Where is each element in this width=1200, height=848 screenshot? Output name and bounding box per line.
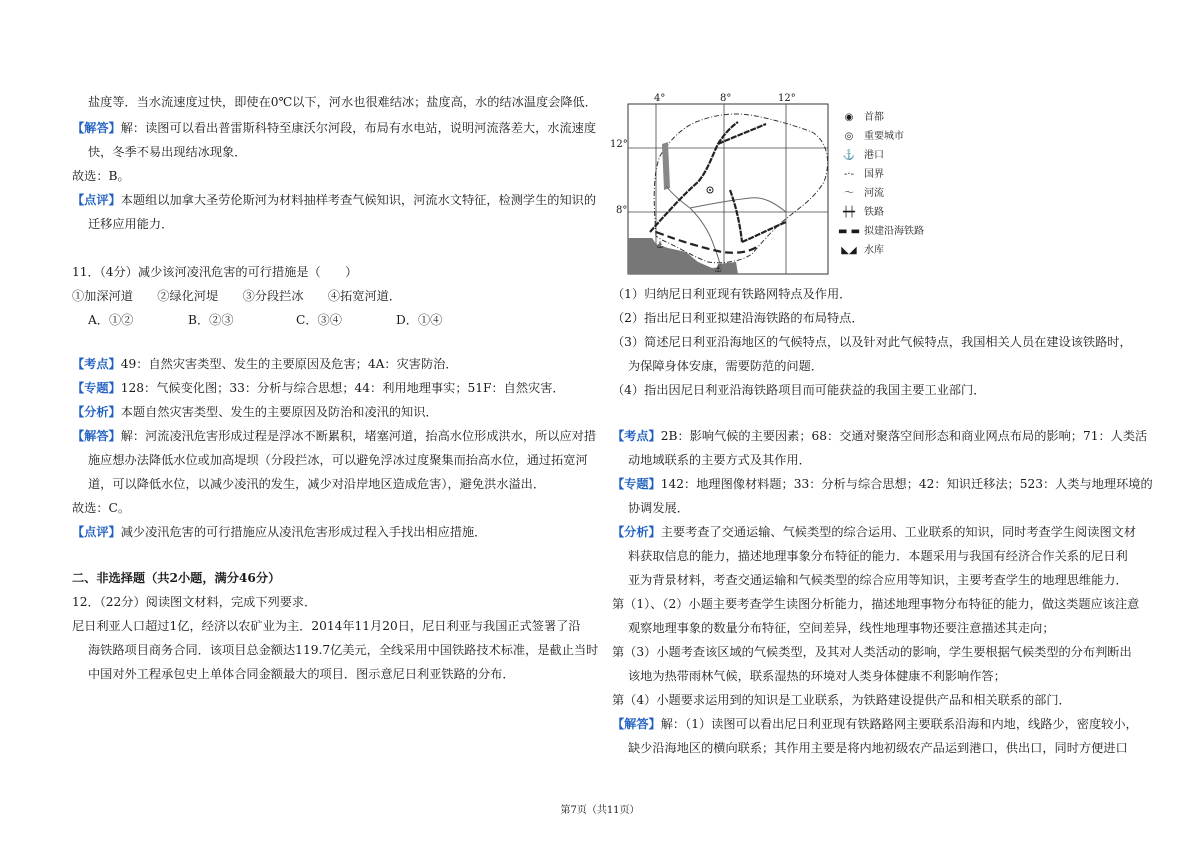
fenxi-text: 主要考查了交通运输、气候类型的综合运用、工业联系的知识，同时考查学生阅读图文材 [660, 525, 1137, 539]
river-icon: ～ [844, 188, 854, 199]
sub-question: （1）归纳尼日利亚现有铁路网特点及作用． [612, 287, 852, 301]
zhuanti-text: 128：气候变化图；33：分析与综合思想；44：利用地理事实；51F：自然灾害． [120, 381, 565, 395]
port-marker: ⚓ [714, 265, 723, 275]
sub-question: （3）简述尼日利亚沿海地区的气候特点，以及针对此气候特点，我国相关人员在建设该铁路时， [612, 335, 1132, 349]
text-line: 料获取信息的能力，描述地理事象分布特征的能力．本题采用与我国有经济合作关系的尼日利 [628, 549, 1128, 563]
legend-border [838, 169, 884, 181]
choice-result: 故选：B。 [72, 169, 130, 183]
choice-result: 故选：C。 [72, 501, 131, 515]
fenxi-tag: 【分析】 [612, 525, 661, 539]
planned-railway-icon: ▬ ▬ [838, 226, 861, 237]
legend-label: 铁路 [864, 207, 884, 218]
text-line: 第（4）小题要求运用到的知识是工业联系，为铁路建设提供产品和相关联系的部门． [612, 693, 1071, 707]
zhuanti-line [612, 476, 1153, 492]
jieda-tag: 【解答】 [72, 429, 121, 443]
page-footer: 第7页（共11页） [560, 805, 640, 816]
answer-text: 解：读图可以看出普雷斯科特至康沃尔河段，布局有水电站，说明河流落差大，水流速度 [120, 121, 597, 135]
jieda-text: 解：河流凌汛危害形成过程是浮冰不断累积，堵塞河道，抬高水位形成洪水，所以应对措 [120, 429, 597, 443]
dianping-line [72, 524, 486, 540]
text-line: 施应想办法降低水位或加高堤坝（分段拦冰，可以避免浮冰过度聚集而抬高水位，通过拓宽河 [88, 453, 588, 467]
legend-label: 水库 [864, 245, 884, 256]
latitude-label: 12° [610, 139, 628, 150]
legend-label: 国界 [864, 169, 884, 180]
material-line: 尼日利亚人口超过1亿，经济以农矿业为主．2014年11月20日，尼日利亚与我国正式签署了沿 [72, 619, 581, 633]
material-line: 中国对外工程承包史上单体合同金额最大的项目．图示意尼日利亚铁路的分布． [88, 667, 515, 681]
choice-a: A．①② [88, 313, 134, 327]
kaodian-line [612, 428, 1147, 444]
kaodian-line [72, 356, 458, 372]
text-line: 第（3）小题考查该区域的气候类型，及其对人类活动的影响，学生要根据气候类型的分布判断出 [612, 645, 1132, 659]
comment-tag: 【点评】 [72, 193, 121, 207]
jieda-tag: 【解答】 [612, 717, 661, 731]
sub-question: （2）指出尼日利亚拟建沿海铁路的布局特点． [612, 311, 864, 325]
reservoir-icon: ◣◢ [841, 245, 857, 256]
answer-line [72, 120, 596, 136]
zhuanti-line [72, 380, 565, 396]
choice-d: D．①④ [396, 313, 443, 327]
text-line: 第（1）、（2）小题主要考查学生读图分析能力，描述地理事物分布特征的能力，做这类题应该注意 [612, 597, 1140, 611]
fenxi-tag: 【分析】 [72, 405, 121, 419]
latitude-label: 8° [616, 205, 628, 216]
longitude-label: 8° [720, 93, 732, 104]
capital-marker [709, 189, 711, 191]
text-line: 动地域联系的主要方式及其作用． [628, 453, 811, 467]
fenxi-text: 本题自然灾害类型、发生的主要原因及防治和凌汛的知识． [120, 405, 438, 419]
city-icon: ◎ [844, 131, 854, 142]
legend-label: 拟建沿海铁路 [864, 226, 924, 237]
comment-text: 本题组以加拿大圣劳伦斯河为材料抽样考查气候知识，河流水文特征，检测学生的知识的 [120, 193, 597, 207]
material-line: 海铁路项目商务合同．该项目总金额达119.7亿美元，全线采用中国铁路技术标准，是截止当时 [88, 643, 599, 657]
dianping-tag: 【点评】 [72, 525, 121, 539]
fenxi-line [72, 404, 438, 420]
question-11-options: ①加深河道 ②绿化河堤 ③分段拦冰 ④拓宽河道． [72, 289, 402, 303]
zhuanti-tag: 【专题】 [612, 477, 661, 491]
jieda-text: 解：（1）读图可以看出尼日利亚现有铁路路网主要联系沿海和内地，线路少，密度较小， [660, 717, 1138, 731]
legend-railway [838, 207, 884, 219]
legend-capital [838, 112, 884, 124]
kaodian-tag: 【考点】 [612, 429, 661, 443]
zhuanti-tag: 【专题】 [72, 381, 121, 395]
legend-city [838, 131, 904, 143]
sub-question: 为保障身体安康，需要防范的问题． [628, 359, 823, 373]
kaodian-text: 2B：影响气候的主要因素；68：交通对聚落空间形态和商业网点布局的影响；71：人类活 [660, 429, 1148, 443]
text-line: 亚为背景材料，考查交通运输和气候类型的综合应用等知识，主要考查学生的地理思维能力． [628, 573, 1128, 587]
text-line: 缺少沿海地区的横向联系；其作用主要是将内地初级农产品运到港口，供出口，同时方便进口 [628, 741, 1128, 755]
fenxi-line [612, 524, 1136, 540]
text-line: 协调发展． [628, 501, 689, 515]
text-line: 盐度等．当水流速度过快，即使在0℃以下，河水也很难结冰；盐度高，水的结冰温度会降低． [88, 95, 597, 109]
text-line: 观察地理事象的数量分布特征，空间差异，线性地理事物还要注意描述其走向； [628, 621, 1055, 635]
question-11: 11．（4分）减少该河凌汛危害的可行措施是（ ） [72, 265, 358, 279]
choice-b: B．②③ [188, 313, 234, 327]
question-12: 12．（22分）阅读图文材料，完成下列要求． [72, 595, 317, 609]
section-heading: 二、非选择题（共2小题，满分46分） [72, 571, 281, 585]
text-line: 该地为热带雨林气候，联系湿热的环境对人类身体健康不利影响作答； [628, 669, 1006, 683]
jieda-line [72, 428, 596, 444]
kaodian-tag: 【考点】 [72, 357, 121, 371]
sub-question: （4）指出因尼日利亚沿海铁路项目而可能获益的我国主要工业部门． [612, 383, 986, 397]
kaodian-text: 49：自然灾害类型、发生的主要原因及危害；4A：灾害防治． [120, 357, 458, 371]
legend-label: 重要城市 [864, 131, 904, 142]
anchor-icon: ⚓ [842, 150, 856, 161]
dianping-text: 减少凌汛危害的可行措施应从凌汛危害形成过程入手找出相应措施． [120, 525, 487, 539]
legend-river [838, 188, 884, 200]
text-line: 快，冬季不易出现结冰现象． [88, 145, 247, 159]
legend-reservoir [838, 245, 884, 257]
comment-line [72, 192, 596, 208]
text-line: 道，可以降低水位，以减少凌汛的发生，减少对沿岸地区造成危害），避免洪水溢出． [88, 477, 546, 491]
legend-label: 河流 [864, 188, 884, 199]
longitude-label: 12° [778, 93, 796, 104]
legend-port [838, 150, 884, 162]
answer-tag: 【解答】 [72, 121, 121, 135]
text-line: 迁移应用能力． [88, 217, 174, 231]
port-marker: ⚓ [656, 241, 665, 251]
railway-icon: ┿┿ [842, 207, 856, 218]
legend-label: 港口 [864, 150, 884, 161]
choice-c: C．③④ [296, 313, 342, 327]
border-icon: -·- [844, 169, 854, 180]
capital-icon: ◉ [844, 112, 854, 123]
legend-planned-railway [838, 226, 924, 238]
zhuanti-text: 142：地理图像材料题；33：分析与综合思想；42：知识迁移法；523：人类与地理环境的 [660, 477, 1153, 491]
legend-label: 首都 [864, 112, 884, 123]
longitude-label: 4° [654, 93, 666, 104]
jieda-line [612, 716, 1138, 732]
